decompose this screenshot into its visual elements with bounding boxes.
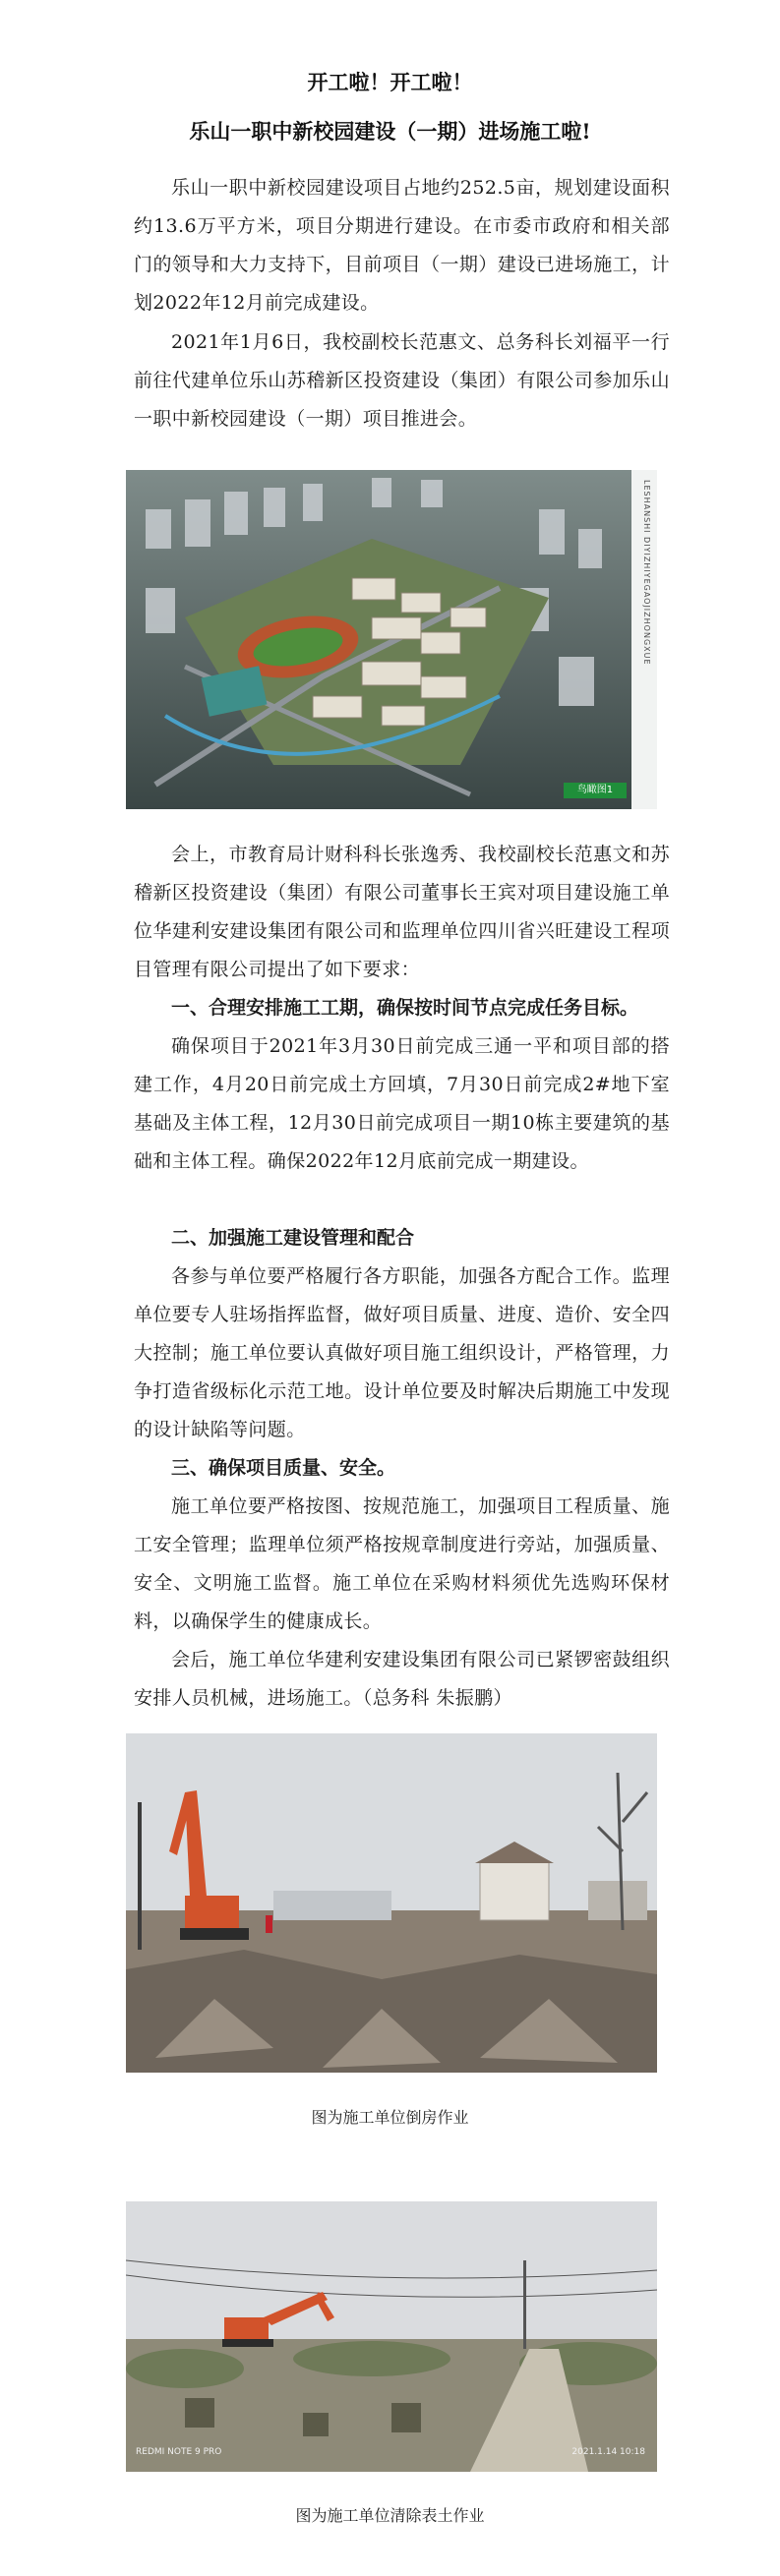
rendering-sidebar-text: LESHANSHI DIYIZHIYEGAOJIZHONGXUE <box>642 480 651 666</box>
article-title-line2: 乐山一职中新校园建设（一期）进场施工啦! <box>189 119 591 144</box>
photo-watermark-time: 2021.1.14 10:18 <box>571 2447 645 2457</box>
section2-heading: 二、加强施工建设管理和配合 <box>171 1227 415 1249</box>
topsoil-photo <box>126 2201 657 2472</box>
section3-body: 施工单位要严格按图、按规范施工，加强项目工程质量、施工安全管理；监理单位须严格按规章制度进行旁站，加强质量、安全、文明施工监督。施工单位在采购材料须优先选购环保材料，以确保学生的健康成长。 <box>134 1495 670 1632</box>
section1-body: 确保项目于2021年3月30日前完成三通一平和项目部的搭建工作，4月20日前完成土方回填，7月30日前完成2#地下室基础及主体工程，12月30日前完成项目一期10栋主要建筑的基础和主体工程。确保2022年12月底前完成一期建设。 <box>134 1035 670 1172</box>
topsoil-photo-art <box>126 2201 657 2472</box>
article-title-line1: 开工啦！开工啦！ <box>307 70 473 94</box>
demolition-photo <box>126 1733 657 2073</box>
caption-demolition: 图为施工单位倒房作业 <box>311 2108 469 2127</box>
campus-rendering-image <box>126 470 657 809</box>
paragraph-closing: 会后，施工单位华建利安建设集团有限公司已紧锣密鼓组织安排人员机械，进场施工。（总务科 朱振鹏） <box>134 1649 670 1709</box>
section1-heading: 一、合理安排施工工期，确保按时间节点完成任务目标。 <box>171 997 639 1019</box>
demolition-photo-art <box>126 1733 657 2073</box>
paragraph-requirements: 会上，市教育局计财科科长张逸秀、我校副校长范惠文和苏稽新区投资建设（集团）有限公司董事长王宾对项目建设施工单位华建利安建设集团有限公司和监理单位四川省兴旺建设工程项目管理有限公司提出了如下要求： <box>134 844 670 980</box>
photo-watermark-device: REDMI NOTE 9 PRO <box>136 2447 222 2457</box>
section3-heading: 三、确保项目质量、安全。 <box>171 1457 396 1479</box>
paragraph-intro: 乐山一职中新校园建设项目占地约252.5亩，规划建设面积约13.6万平方米，项目分期进行建设。在市委市政府和相关部门的领导和大力支持下，目前项目（一期）建设已进场施工，计划2022年12月前完成建设。 <box>134 177 670 314</box>
rendering-tag: 鸟瞰图1 <box>564 783 627 798</box>
caption-topsoil: 图为施工单位清除表土作业 <box>295 2506 485 2525</box>
campus-rendering-art <box>126 470 657 809</box>
section2-body: 各参与单位要严格履行各方职能，加强各方配合工作。监理单位要专人驻场指挥监督，做好项目质量、进度、造价、安全四大控制；施工单位要认真做好项目施工组织设计，严格管理，力争打造省级标化示范工地。设计单位要及时解决后期施工中发现的设计缺陷等问题。 <box>134 1265 670 1440</box>
paragraph-meeting: 2021年1月6日，我校副校长范惠文、总务科长刘福平一行前往代建单位乐山苏稽新区投资建设（集团）有限公司参加乐山一职中新校园建设（一期）项目推进会。 <box>134 331 670 430</box>
